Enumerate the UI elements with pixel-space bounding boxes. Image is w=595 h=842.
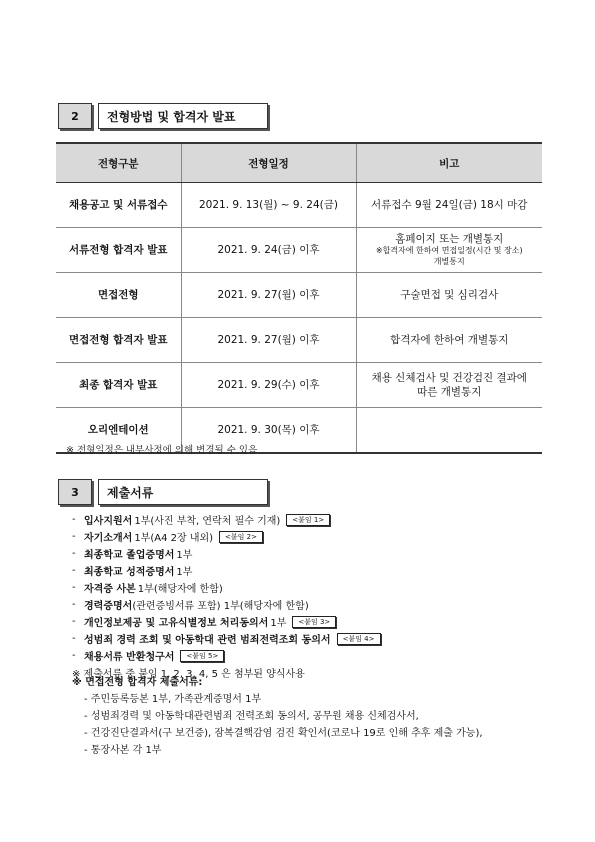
list-item — [72, 528, 542, 545]
doc-detail: 1부 — [270, 618, 287, 629]
row-note — [356, 318, 542, 363]
table-row — [56, 228, 542, 273]
attachment-badge: <붙임 5> — [180, 650, 224, 662]
note-line: 구술면접 및 심리검사 — [400, 288, 499, 301]
section-title: 제출서류 — [98, 479, 268, 505]
doc-detail: 1부(A4 2장 내외) — [134, 533, 214, 544]
doc-detail: 1부(사진 부착, 연락처 필수 기재) — [134, 516, 281, 527]
section-title: 전형방법 및 합격자 발표 — [98, 103, 268, 129]
table-row — [56, 273, 542, 318]
row-note — [356, 408, 542, 454]
header-category: 전형구분 — [56, 143, 181, 183]
header-note: 비고 — [356, 143, 542, 183]
section-number: 3 — [58, 479, 92, 505]
interview-line: - 주민등록등본 1부, 가족관계증명서 1부 — [84, 694, 262, 705]
note-line: 합격자에 한하여 개별통지 — [390, 333, 509, 346]
bullet-dash: - — [72, 599, 76, 610]
row-category: 면접전형 합격자 발표 — [56, 318, 181, 363]
attachment-badge: <붙임 1> — [286, 514, 330, 526]
doc-name: 경력증명서 — [84, 601, 133, 612]
row-note — [356, 183, 542, 228]
document-list — [72, 511, 542, 681]
table-row — [56, 318, 542, 363]
row-category: 오리엔테이션 — [56, 408, 181, 454]
doc-name: 채용서류 반환청구서 — [84, 652, 175, 663]
doc-name: 자기소개서 — [84, 533, 133, 544]
row-schedule: 2021. 9. 27(월) 이후 — [181, 273, 356, 318]
interview-line: - 통장사본 각 1부 — [84, 745, 162, 756]
note-line: 서류접수 9월 24일(금) 18시 마감 — [371, 198, 528, 211]
list-item — [72, 511, 542, 528]
bullet-dash: - — [72, 548, 76, 559]
doc-detail: 1부 — [176, 567, 193, 578]
row-note — [356, 363, 542, 408]
doc-name: 최종학교 졸업증명서 — [84, 550, 175, 561]
interview-line: - 건강진단결과서(구 보건증), 잠복결핵감염 검진 확인서(코로나 19로 인해 추후 제출 가능), — [84, 728, 483, 739]
list-item — [72, 630, 542, 647]
doc-name: 개인정보제공 및 고유식별정보 처리동의서 — [84, 618, 269, 629]
header-schedule: 전형일정 — [181, 143, 356, 183]
interview-documents — [72, 673, 483, 758]
bullet-dash: - — [72, 514, 76, 525]
note-line: ※합격자에 한하여 면접일정(시간 및 장소) — [375, 246, 523, 256]
section-number: 2 — [58, 103, 92, 129]
attachment-note: ※ 제출서류 중 붙임 1, 2, 3, 4, 5 은 첨부된 양식사용 — [72, 669, 305, 680]
note-line: 따른 개별통지 — [417, 386, 482, 398]
section-2-header — [58, 103, 268, 129]
bullet-dash: - — [72, 633, 76, 644]
list-item — [72, 647, 542, 664]
list-item — [72, 545, 542, 562]
list-item — [72, 613, 542, 630]
bullet-dash: - — [72, 582, 76, 593]
doc-name: 입사지원서 — [84, 516, 133, 527]
row-note — [356, 273, 542, 318]
interview-heading: ※ 면접전형 합격자 제출서류: — [72, 677, 203, 688]
doc-detail: (관련증빙서류 포함) 1부(해당자에 한함) — [132, 601, 309, 612]
note-line: 홈페이지 또는 개별통지 — [395, 233, 504, 246]
interview-line: - 성범죄경력 및 아동학대관련범죄 전력조회 동의서, 공무원 채용 신체검사서, — [84, 711, 419, 722]
note-line: 채용 신체검사 및 건강검진 결과에 — [371, 371, 527, 384]
row-schedule: 2021. 9. 29(수) 이후 — [181, 363, 356, 408]
bullet-dash: - — [72, 531, 76, 542]
row-schedule: 2021. 9. 30(목) 이후 — [181, 408, 356, 454]
row-category: 면접전형 — [56, 273, 181, 318]
bullet-dash: - — [72, 616, 76, 627]
list-item — [72, 562, 542, 579]
row-note — [356, 228, 542, 273]
bullet-dash: - — [72, 650, 76, 661]
schedule-footnote: ※ 전형일정은 내부사정에 의해 변경될 수 있음 — [66, 445, 258, 456]
doc-name: 자격증 사본 — [84, 584, 136, 595]
row-schedule: 2021. 9. 13(월) ~ 9. 24(금) — [181, 183, 356, 228]
section-3-header — [58, 479, 268, 505]
row-schedule: 2021. 9. 24(금) 이후 — [181, 228, 356, 273]
note-line: 개별통지 — [433, 257, 465, 267]
attachment-badge: <붙임 4> — [337, 633, 381, 645]
list-item — [72, 596, 542, 613]
attachment-badge: <붙임 2> — [219, 531, 263, 543]
row-category: 채용공고 및 서류접수 — [56, 183, 181, 228]
row-category: 서류전형 합격자 발표 — [56, 228, 181, 273]
attachment-badge: <붙임 3> — [292, 616, 336, 628]
doc-detail: 1부 — [176, 550, 193, 561]
doc-detail: 1부(해당자에 한함) — [137, 584, 223, 595]
row-schedule: 2021. 9. 27(월) 이후 — [181, 318, 356, 363]
bullet-dash: - — [72, 565, 76, 576]
list-item — [72, 579, 542, 596]
table-header-row — [56, 143, 542, 183]
table-row — [56, 363, 542, 408]
doc-name: 성범죄 경력 조회 및 아동학대 관련 범죄전력조회 동의서 — [84, 635, 331, 646]
row-category: 최종 합격자 발표 — [56, 363, 181, 408]
doc-name: 최종학교 성적증명서 — [84, 567, 175, 578]
schedule-table — [56, 142, 542, 454]
table-row — [56, 183, 542, 228]
